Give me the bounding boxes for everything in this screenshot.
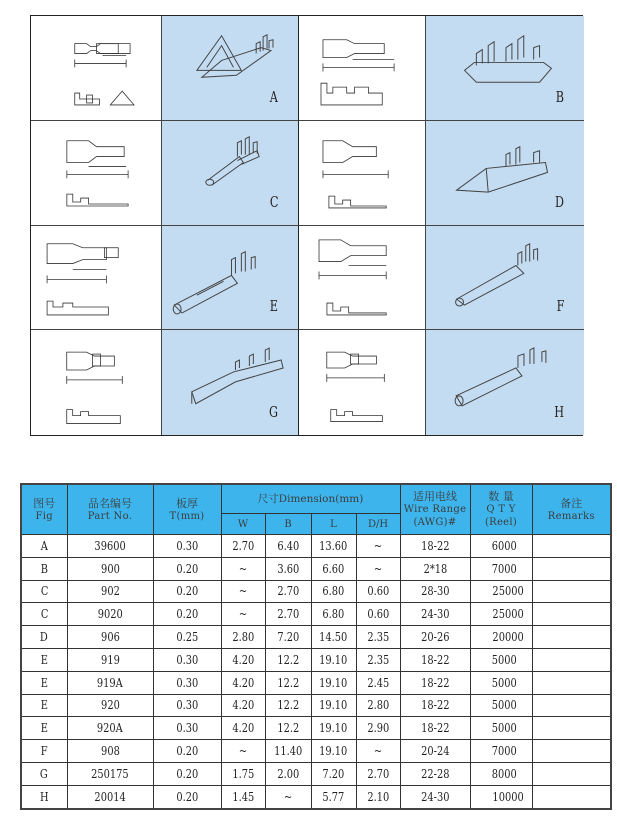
cell-dim-b: 12.2 <box>265 648 311 671</box>
figure-letter-e: E <box>269 297 278 316</box>
cell-dim-b: 2.70 <box>265 603 311 626</box>
cell-dim-w: ~ <box>221 603 265 626</box>
drawing-cell-a <box>31 16 162 121</box>
drawing-cell-c <box>31 121 162 226</box>
cell-wire-range: 22-28 <box>400 762 470 785</box>
cell-dim-w: 1.45 <box>221 785 265 808</box>
header-dim-dh: D/H <box>356 514 400 535</box>
cell-dim-w: 2.70 <box>221 535 265 558</box>
cell-dim-l: 6.80 <box>311 580 356 603</box>
cell-dim-w: ~ <box>221 580 265 603</box>
cell-dim-dh: 2.35 <box>356 648 400 671</box>
cell-dim-dh: ~ <box>356 740 400 763</box>
cell-part-no: 920A <box>67 717 153 740</box>
cell-thickness: 0.30 <box>153 535 221 558</box>
table-row <box>21 762 611 785</box>
cell-dim-l: 7.20 <box>311 762 356 785</box>
cell-dim-w: 1.75 <box>221 762 265 785</box>
cell-dim-dh: 2.80 <box>356 694 400 717</box>
terminal-drawing-b-icon <box>299 16 425 120</box>
cell-wire-range: 28-30 <box>400 580 470 603</box>
terminal-drawing-f-icon <box>299 226 425 330</box>
cell-dim-w: 2.80 <box>221 626 265 649</box>
cell-qty: 6000 <box>470 535 532 558</box>
figure-letter-a: A <box>269 87 278 106</box>
cell-fig: D <box>21 626 67 649</box>
cell-dim-dh: 2.35 <box>356 626 400 649</box>
cell-remarks <box>532 580 611 603</box>
header-wire-range: 适用电线 Wire Range (AWG)# <box>400 484 470 535</box>
cell-dim-l: 19.10 <box>311 648 356 671</box>
cell-qty: 5000 <box>470 648 532 671</box>
cell-fig: C <box>21 603 67 626</box>
photo-cell-a <box>162 16 299 121</box>
terminal-drawing-e-icon <box>31 226 161 330</box>
cell-dim-dh: 2.70 <box>356 762 400 785</box>
header-qty: 数 量 Q T Y (Reel) <box>470 484 532 535</box>
cell-remarks <box>532 557 611 580</box>
photo-cell-c <box>162 121 299 226</box>
cell-dim-b: 3.60 <box>265 557 311 580</box>
cell-qty: 7000 <box>470 557 532 580</box>
cell-dim-w: 4.20 <box>221 648 265 671</box>
cell-remarks <box>532 694 611 717</box>
cell-dim-l: 6.80 <box>311 603 356 626</box>
cell-qty: 25000 <box>470 580 532 603</box>
cell-dim-b: ~ <box>265 785 311 808</box>
table-header <box>21 484 611 535</box>
photo-cell-h <box>426 330 584 435</box>
cell-remarks <box>532 535 611 558</box>
cell-wire-range: 24-30 <box>400 785 470 808</box>
cell-dim-b: 6.40 <box>265 535 311 558</box>
cell-part-no: 20014 <box>67 785 153 808</box>
cell-qty: 20000 <box>470 626 532 649</box>
cell-qty: 8000 <box>470 762 532 785</box>
cell-wire-range: 2*18 <box>400 557 470 580</box>
cell-fig: C <box>21 580 67 603</box>
cell-dim-l: 19.10 <box>311 717 356 740</box>
cell-qty: 7000 <box>470 740 532 763</box>
header-thickness: 板厚 T(mm) <box>153 484 221 535</box>
cell-thickness: 0.20 <box>153 740 221 763</box>
cell-dim-b: 11.40 <box>265 740 311 763</box>
drawing-cell-h <box>299 330 426 435</box>
table-body <box>21 535 611 809</box>
drawing-cell-f <box>299 226 426 331</box>
cell-dim-dh: 2.10 <box>356 785 400 808</box>
cell-thickness: 0.30 <box>153 717 221 740</box>
terminal-drawing-a-icon <box>31 16 161 120</box>
cell-dim-dh: 2.90 <box>356 717 400 740</box>
cell-fig: G <box>21 762 67 785</box>
cell-thickness: 0.30 <box>153 671 221 694</box>
cell-part-no: 920 <box>67 694 153 717</box>
cell-dim-dh: 0.60 <box>356 580 400 603</box>
cell-remarks <box>532 717 611 740</box>
cell-qty: 5000 <box>470 717 532 740</box>
cell-thickness: 0.20 <box>153 762 221 785</box>
terminal-drawing-c-icon <box>31 121 161 225</box>
cell-dim-w: ~ <box>221 557 265 580</box>
header-dim-w: W <box>221 514 265 535</box>
cell-wire-range: 18-22 <box>400 535 470 558</box>
cell-remarks <box>532 603 611 626</box>
cell-part-no: 919 <box>67 648 153 671</box>
cell-dim-b: 12.2 <box>265 671 311 694</box>
figure-letter-f: F <box>556 297 564 316</box>
header-dim-b: B <box>265 514 311 535</box>
terminal-drawing-g-icon <box>31 330 161 435</box>
photo-cell-d <box>426 121 584 226</box>
cell-dim-l: 13.60 <box>311 535 356 558</box>
figure-letter-d: D <box>554 192 564 211</box>
figure-letter-h: H <box>554 403 564 421</box>
cell-fig: A <box>21 535 67 558</box>
cell-fig: E <box>21 694 67 717</box>
cell-wire-range: 18-22 <box>400 717 470 740</box>
cell-dim-b: 7.20 <box>265 626 311 649</box>
cell-thickness: 0.20 <box>153 580 221 603</box>
cell-dim-b: 2.00 <box>265 762 311 785</box>
table-row <box>21 626 611 649</box>
cell-dim-l: 14.50 <box>311 626 356 649</box>
cell-dim-w: ~ <box>221 740 265 763</box>
terminal-spec-table <box>20 483 612 810</box>
table-row <box>21 580 611 603</box>
cell-thickness: 0.20 <box>153 785 221 808</box>
cell-thickness: 0.20 <box>153 603 221 626</box>
cell-dim-b: 12.2 <box>265 717 311 740</box>
table-row <box>21 557 611 580</box>
cell-qty: 10000 <box>470 785 532 808</box>
cell-part-no: 906 <box>67 626 153 649</box>
cell-dim-dh: 0.60 <box>356 603 400 626</box>
table-row <box>21 535 611 558</box>
cell-wire-range: 24-30 <box>400 603 470 626</box>
cell-remarks <box>532 762 611 785</box>
cell-wire-range: 20-24 <box>400 740 470 763</box>
cell-part-no: 39600 <box>67 535 153 558</box>
cell-thickness: 0.25 <box>153 626 221 649</box>
table-row <box>21 740 611 763</box>
cell-part-no: 250175 <box>67 762 153 785</box>
cell-qty: 25000 <box>470 603 532 626</box>
photo-cell-g <box>162 330 299 435</box>
figure-letter-c: C <box>269 192 278 211</box>
cell-dim-w: 4.20 <box>221 671 265 694</box>
cell-fig: H <box>21 785 67 808</box>
header-fig: 图号 Fig <box>21 484 67 535</box>
table-row <box>21 694 611 717</box>
drawing-cell-d <box>299 121 426 226</box>
drawing-cell-e <box>31 226 162 331</box>
photo-cell-b <box>426 16 584 121</box>
cell-dim-b: 2.70 <box>265 580 311 603</box>
table-row <box>21 717 611 740</box>
cell-qty: 5000 <box>470 694 532 717</box>
header-dim-l: L <box>311 514 356 535</box>
cell-fig: E <box>21 717 67 740</box>
drawing-cell-g <box>31 330 162 435</box>
photo-cell-f <box>426 226 584 331</box>
header-part-no: 品名编号 Part No. <box>67 484 153 535</box>
header-dimension: 尺寸Dimension(mm) <box>221 484 400 514</box>
product-figure-grid <box>30 15 583 436</box>
cell-wire-range: 18-22 <box>400 648 470 671</box>
cell-remarks <box>532 785 611 808</box>
cell-remarks <box>532 626 611 649</box>
drawing-cell-b <box>299 16 426 121</box>
terminal-drawing-h-icon <box>299 330 425 435</box>
cell-dim-w: 4.20 <box>221 717 265 740</box>
table-row <box>21 785 611 808</box>
terminal-drawing-d-icon <box>299 121 425 225</box>
cell-thickness: 0.30 <box>153 694 221 717</box>
cell-part-no: 9020 <box>67 603 153 626</box>
cell-dim-dh: 2.45 <box>356 671 400 694</box>
cell-dim-l: 5.77 <box>311 785 356 808</box>
cell-wire-range: 20-26 <box>400 626 470 649</box>
cell-thickness: 0.30 <box>153 648 221 671</box>
header-remarks: 备注 Remarks <box>532 484 611 535</box>
cell-wire-range: 18-22 <box>400 694 470 717</box>
cell-part-no: 919A <box>67 671 153 694</box>
table-row <box>21 671 611 694</box>
cell-fig: B <box>21 557 67 580</box>
cell-remarks <box>532 671 611 694</box>
cell-dim-l: 19.10 <box>311 740 356 763</box>
cell-thickness: 0.20 <box>153 557 221 580</box>
cell-dim-l: 6.60 <box>311 557 356 580</box>
cell-dim-b: 12.2 <box>265 694 311 717</box>
figure-letter-b: B <box>555 87 564 106</box>
table-row <box>21 603 611 626</box>
cell-wire-range: 18-22 <box>400 671 470 694</box>
figure-letter-g: G <box>269 403 278 421</box>
cell-dim-w: 4.20 <box>221 694 265 717</box>
cell-qty: 5000 <box>470 671 532 694</box>
cell-dim-dh: ~ <box>356 535 400 558</box>
cell-fig: E <box>21 671 67 694</box>
cell-remarks <box>532 740 611 763</box>
cell-fig: E <box>21 648 67 671</box>
cell-part-no: 908 <box>67 740 153 763</box>
cell-fig: F <box>21 740 67 763</box>
cell-dim-l: 19.10 <box>311 694 356 717</box>
table-row <box>21 648 611 671</box>
cell-remarks <box>532 648 611 671</box>
cell-part-no: 902 <box>67 580 153 603</box>
cell-dim-dh: ~ <box>356 557 400 580</box>
photo-cell-e <box>162 226 299 331</box>
cell-part-no: 900 <box>67 557 153 580</box>
cell-dim-l: 19.10 <box>311 671 356 694</box>
